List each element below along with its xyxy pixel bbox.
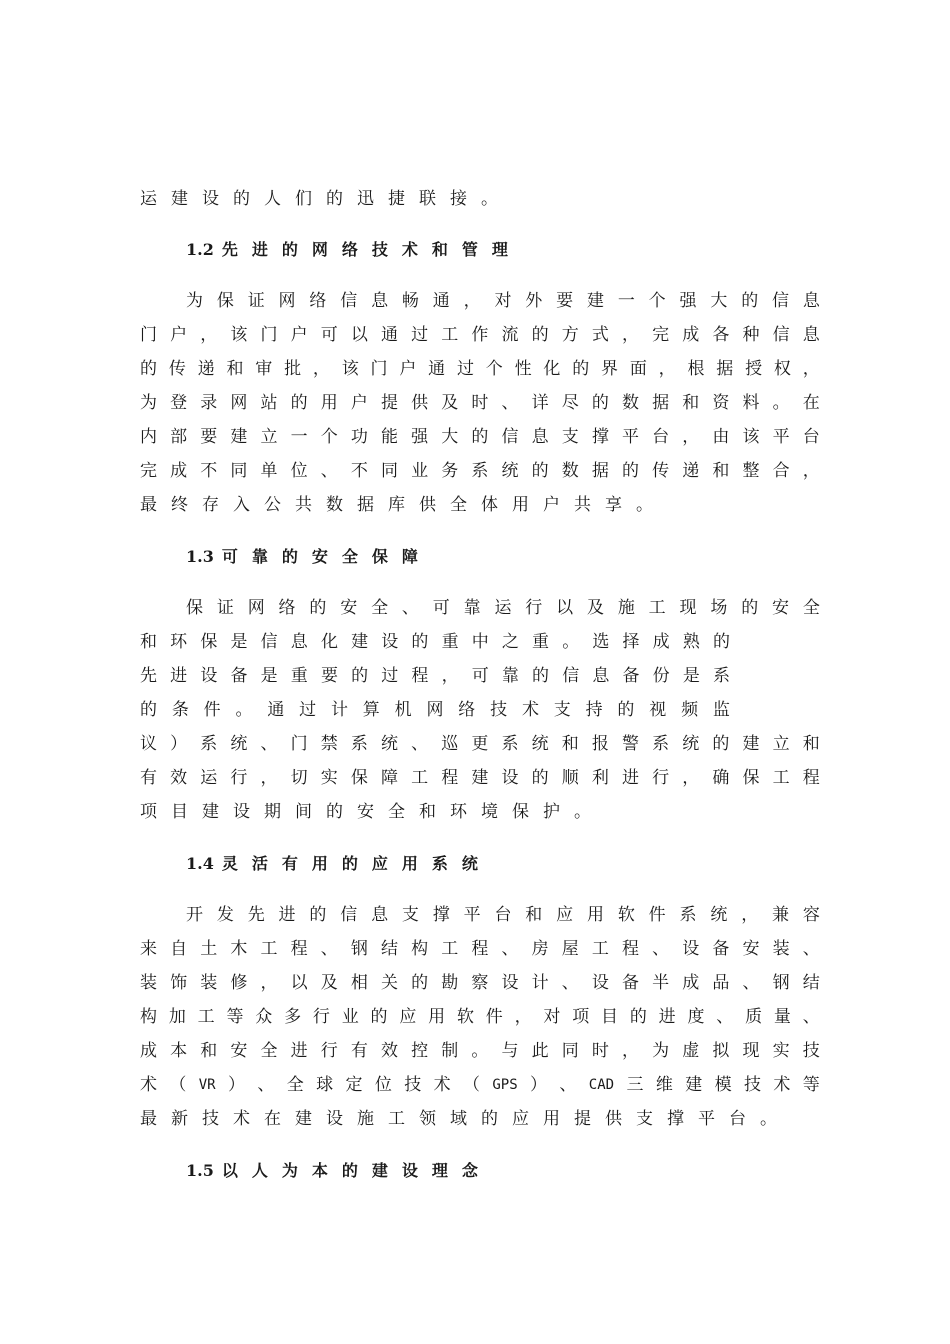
body-text-line: 构 加 工 等 众 多 行 业 的 应 用 软 件 ， 对 项 目 的 进 度 、 质 量 、 [140, 1007, 820, 1027]
body-text-line: 装 饰 装 修 ， 以 及 相 关 的 勘 察 设 计 、 设 备 半 成 品 、 钢 结 [140, 973, 820, 993]
body-text-line: 内 部 要 建 立 一 个 功 能 强 大 的 信 息 支 撑 平 台 ， 由 该 平 台 [140, 427, 820, 447]
body-text-line: 开 发 先 进 的 信 息 支 撑 平 台 和 应 用 软 件 系 统 ， 兼 容 [186, 905, 820, 925]
section-title: 可靠的安全保障 [221, 547, 432, 566]
section-heading [186, 1156, 492, 1186]
body-text-line: 有 效 运 行 ， 切 实 保 障 工 程 建 设 的 顺 利 进 行 ， 确 保 工 程 [140, 768, 820, 788]
body-text-line: 完 成 不 同 单 位 、 不 同 业 务 系 统 的 数 据 的 传 递 和 整 合 ， [140, 461, 820, 481]
body-text-line: 来 自 土 木 工 程 、 钢 结 构 工 程 、 房 屋 工 程 、 设 备 安 装 、 [140, 939, 820, 959]
body-text-line: 的 传 递 和 审 批 ， 该 门 户 通 过 个 性 化 的 界 面 ， 根 据 授 权 ， [140, 359, 820, 379]
body-text-line: 术 （ VR ） 、 全 球 定 位 技 术 （ GPS ） 、 CAD 三 维 建 模 技 术 等 [140, 1075, 820, 1095]
body-text-line: 议 ） 系 统 、 门 禁 系 统 、 巡 更 系 统 和 报 警 系 统 的 建 立 和 [140, 734, 820, 754]
section-title: 以人为本的建设理念 [221, 1161, 492, 1180]
body-text-line: 门 户 ， 该 门 户 可 以 通 过 工 作 流 的 方 式 ， 完 成 各 种 信 息 [140, 325, 820, 345]
section-title: 先进的网络技术和管理 [221, 240, 522, 259]
body-text-line: 保 证 网 络 的 安 全 、 可 靠 运 行 以 及 施 工 现 场 的 安 全 [186, 598, 820, 618]
body-text-line: 最 新 技 术 在 建 设 施 工 领 域 的 应 用 提 供 支 撑 平 台 。 [140, 1109, 777, 1129]
section-number: 1.4 [186, 854, 214, 873]
section-heading [186, 849, 492, 879]
body-text-line: 为 登 录 网 站 的 用 户 提 供 及 时 、 详 尽 的 数 据 和 资 料 。 在 [140, 393, 820, 413]
body-text-line: 和 环 保 是 信 息 化 建 设 的 重 中 之 重 。 选 择 成 熟 的 [140, 632, 730, 652]
body-text-line: 的 条 件 。 通 过 计 算 机 网 络 技 术 支 持 的 视 频 监 [140, 700, 730, 720]
body-text-line: 项 目 建 设 期 间 的 安 全 和 环 境 保 护 。 [140, 802, 591, 822]
section-title: 灵活有用的应用系统 [221, 854, 492, 873]
body-text-line: 为 保 证 网 络 信 息 畅 通 ， 对 外 要 建 一 个 强 大 的 信 息 [186, 291, 820, 311]
section-heading [186, 235, 522, 265]
body-text-line: 运 建 设 的 人 们 的 迅 捷 联 接 。 [140, 189, 498, 209]
section-number: 1.2 [186, 240, 214, 259]
body-text-line: 成 本 和 安 全 进 行 有 效 控 制 。 与 此 同 时 ， 为 虚 拟 现 实 技 [140, 1041, 820, 1061]
section-heading [186, 542, 432, 572]
body-text-line: 先 进 设 备 是 重 要 的 过 程 ， 可 靠 的 信 息 备 份 是 系 [140, 666, 730, 686]
section-number: 1.3 [186, 547, 214, 566]
body-text-line: 最 终 存 入 公 共 数 据 库 供 全 体 用 户 共 享 。 [140, 495, 653, 515]
section-number: 1.5 [186, 1161, 214, 1180]
